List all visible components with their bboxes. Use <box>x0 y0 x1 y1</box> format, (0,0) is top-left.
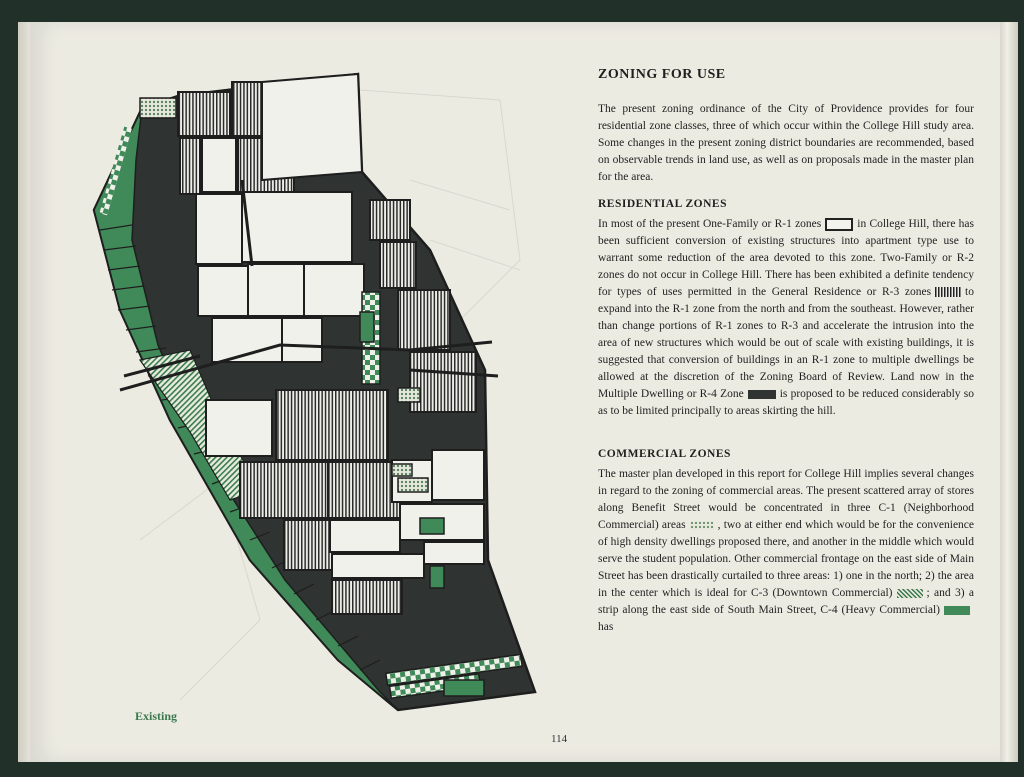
r3-legend-swatch <box>935 287 961 297</box>
page-number: 114 <box>551 733 568 745</box>
residential-paragraph <box>598 216 974 420</box>
zoning-map <box>80 60 560 730</box>
intro-paragraph: The present zoning ordinance of the City of Providence provides for four residential zone classes, three of which occur within the College Hill study area. Some changes in the present zoning district boundaries are recommended, based on observable trends in land use, as well as on proposals made in the master plan for the area. <box>598 103 974 183</box>
residential-text-4: is proposed to be reduced considerably so as to be limited principally to areas skirting the hill. <box>598 388 974 417</box>
r1-legend-swatch <box>825 218 853 231</box>
residential-text-3: to expand into the R-1 zone from the north and from the southeast. However, rather than change portions of R-1 zones to R-3 and accelerate the intrusion into the area of new structures which would be out of scale with existing buildings, it is suggested that conversion of buildings in an R-1 zone to multiple dwellings be allowed at the discretion of the Zoning Board of Review. Land now in the Multiple Dwelling or R-4 Zone <box>598 286 974 400</box>
commercial-text-3: ; and 3) a strip along the east side of South Main Street, C-4 (Heavy Commercial) <box>598 587 974 616</box>
residential-text-2: in College Hill, there has been sufficient conversion of existing structures into apartment type use to warrant some reduction of the area devoted to this zone. Two-Family or R-2 zones do not occur in College Hill. There has been exhibited a definite tendency for types of uses permitted in the General Residence or R-3 zones <box>598 218 975 298</box>
commercial-text-2: , two at either end which would be for the convenience of high density dwellings proposed there, and another in the middle which would serve the student population. Other commercial frontage on the east side of Main Street has been drastically curtailed to three areas: 1) one in the north; 2) the area in the center which is ideal for C-3 (Downtown Commercial) <box>598 519 975 599</box>
section-gap <box>598 420 974 436</box>
r4-legend-swatch <box>748 390 776 399</box>
commercial-heading: COMMERCIAL ZONES <box>598 448 731 460</box>
commercial-text-1: The master plan developed in this report for College Hill implies several changes in regard to the zoning of commercial areas. The present scattered array of stores along Benefit Street would be concentrated in three C-1 (Neighborhood Commercial) areas <box>598 468 974 531</box>
c3-legend-swatch <box>897 589 923 598</box>
commercial-paragraph <box>598 466 974 636</box>
residential-heading: RESIDENTIAL ZONES <box>598 198 727 210</box>
residential-text-1: In most of the present One-Family or R-1 zones <box>598 218 822 230</box>
article-title: ZONING FOR USE <box>598 67 726 82</box>
c1-legend-swatch <box>690 521 714 530</box>
article-column <box>598 66 974 636</box>
page-curl <box>1000 22 1018 762</box>
c4-legend-swatch <box>944 606 970 615</box>
commercial-text-4: has <box>598 621 614 633</box>
map-caption: Existing <box>135 709 178 723</box>
